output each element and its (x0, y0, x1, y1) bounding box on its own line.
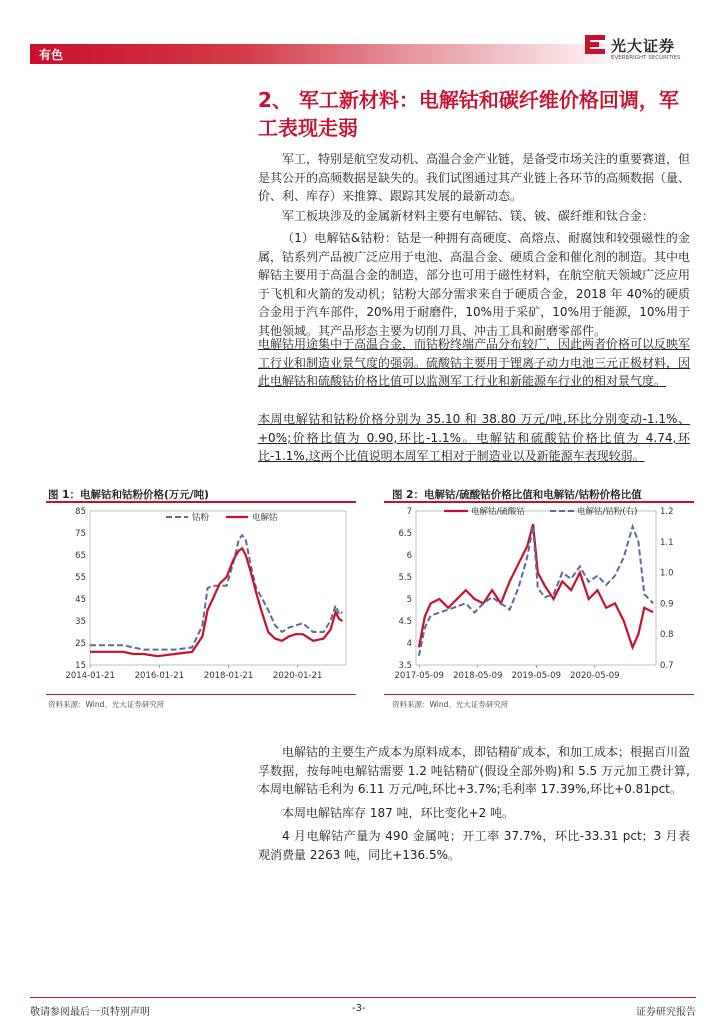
y-right-tick-label: 0.7 (660, 661, 674, 671)
logo-mark-icon (585, 35, 605, 59)
y-right-tick-label: 0.8 (660, 630, 674, 641)
company-logo (585, 33, 695, 69)
paragraph-production: 4 月电解钴产量为 490 金属吨；开工率 37.7%，环比-33.31 pct；3 月表观消费量 2263 吨，同比+136.5%。 (258, 829, 690, 862)
y-tick-label: 65 (75, 551, 86, 561)
y-right-tick-label: 0.9 (660, 599, 674, 610)
paragraph-cobalt-usage: 电解钴用途集中于高温合金，而钴粉终端产品分布较广，因此两者价格可以反映军工行业和制造业景气度的强弱。硫酸钴主要用于锂离子动力电池三元正极材料，因此电解钴和硫酸钴价格比值可以监测军工行业和新能源车行业的相对景气度。 (258, 337, 691, 388)
y-tick-label: 3.5 (398, 661, 412, 671)
figure2-title: 图 2：电解钴/硫酸钴价格比值和电解钴/钴粉价格比值 (392, 489, 642, 501)
y-tick-label: 35 (75, 617, 86, 627)
logo-subtitle: EVERBRIGHT SECURITIES (611, 55, 681, 61)
y-tick-label: 85 (75, 507, 86, 517)
y-tick-label: 45 (75, 595, 86, 605)
figure1-chart (46, 503, 356, 683)
x-tick-label: 2020-01-21 (273, 671, 323, 681)
section-title: 2、 军工新材料：电解钴和碳纤维价格回调，军工表现走弱 (258, 88, 679, 140)
page-number: -3- (352, 1003, 366, 1014)
footer-rule (30, 997, 696, 998)
x-tick-label: 2017-05-09 (394, 671, 444, 681)
footer-disclaimer: 敬请参阅最后一页特别声明 (30, 1007, 150, 1018)
y-tick-label: 25 (75, 639, 86, 649)
figure2-source: 资料来源：Wind、光大证券研究所 (392, 700, 509, 709)
legend-label-1: 钴粉 (192, 513, 210, 523)
y-right-tick-label: 1.0 (660, 568, 674, 579)
y-right-tick-label: 1.1 (660, 537, 674, 548)
x-tick-label: 2014-01-21 (65, 671, 115, 681)
y-tick-label: 75 (75, 529, 86, 539)
legend-label-2: 电解钴 (252, 513, 278, 523)
y-tick-label: 55 (75, 573, 86, 583)
section-label: 有色 (39, 48, 64, 62)
series-line-1 (419, 524, 653, 647)
series-line-2 (90, 548, 343, 656)
y-tick-label: 4 (406, 639, 412, 649)
paragraph-inventory: 本周电解钴库存 187 吨，环比变化+2 吨。 (282, 806, 515, 820)
figure2-chart (384, 503, 694, 683)
y-tick-label: 5 (406, 595, 412, 605)
logo-name: 光大证券 (611, 37, 676, 55)
y-tick-label: 5.5 (398, 573, 412, 583)
paragraph-cobalt-description: （1）电解钴&钴粉：钴是一种拥有高硬度、高熔点、耐腐蚀和较强磁性的金属，钴系列产品被广泛应用于电池、高温合金、硬质合金和催化剂的制造。其中电解钴主要用于高温合金的制造，部分也可用于磁性材料，在航空航天领域广泛应用于飞机和火箭的发动机；钴粉大部分需求来自于硬质合金，2018 年 40%的硬质合金用于汽车部件，20%用于耐磨件，10%用于采矿，10%用于能源，10%用于其他领域。其产品形态主要为切削刀具、冲击工具和耐磨零部件。 (258, 231, 691, 338)
paragraph-materials: 军工板块涉及的金属新材料主要有电解钴、镁、铍、碳纤维和钛合金： (282, 209, 655, 223)
x-tick-label: 2019-05-09 (511, 671, 562, 681)
y-tick-label: 15 (75, 661, 86, 671)
y-tick-label: 6 (406, 551, 412, 561)
y-tick-label: 6.5 (398, 529, 412, 539)
figure1-title: 图 1：电解钴和钴粉价格(万元/吨) (48, 489, 209, 501)
footer-report-type: 证券研究报告 (636, 1007, 696, 1018)
figure1-bottom-rule (46, 694, 356, 695)
x-tick-label: 2020-05-09 (570, 671, 620, 681)
y-right-tick-label: 1.2 (660, 507, 674, 517)
y-tick-label: 4.5 (398, 617, 412, 627)
legend-label-1: 电解钴/硫酸钴 (471, 507, 525, 517)
paragraph-intro: 军工，特别是航空发动机、高温合金产业链，是备受市场关注的重要赛道，但是其公开的高频数据是缺失的。我们试图通过其产业链上各环节的高频数据（量、价、利、库存）来推算、跟踪其发展的最新动态。 (258, 152, 691, 203)
figure1-source: 资料来源：Wind、光大证券研究所 (48, 700, 165, 709)
legend-label-2: 电解钴/钴粉(右) (577, 507, 638, 517)
x-tick-label: 2016-01-21 (134, 671, 185, 681)
plot-frame (416, 511, 656, 665)
section-header-bar (30, 44, 630, 64)
paragraph-weekly-prices: 本周电解钴和钴粉价格分别为 35.10 和 38.80 万元/吨,环比分别变动-1.1%、+0%;价格比值为 0.90,环比-1.1%。电解钴和硫酸钴价格比值为 4.74,环比-1.1%,这两个比值说明本周军工相对于制造业以及新能源车表现较弱。 (258, 412, 690, 463)
figure2-bottom-rule (384, 694, 694, 695)
x-tick-label: 2018-05-09 (453, 671, 503, 681)
paragraph-cost: 电解钴的主要生产成本为原料成本，即钴精矿成本，和加工成本；根据百川盈孚数据，按每吨电解钴需要 1.2 吨钴精矿(假设全部外购)和 5.5 万元加工费计算,本周电解钴毛利为 6.11 万元/吨,环比+3.7%;毛利率 17.39%,环比+0.81pct。 (258, 745, 691, 796)
x-tick-label: 2018-01-21 (203, 671, 254, 681)
y-tick-label: 7 (406, 507, 412, 517)
